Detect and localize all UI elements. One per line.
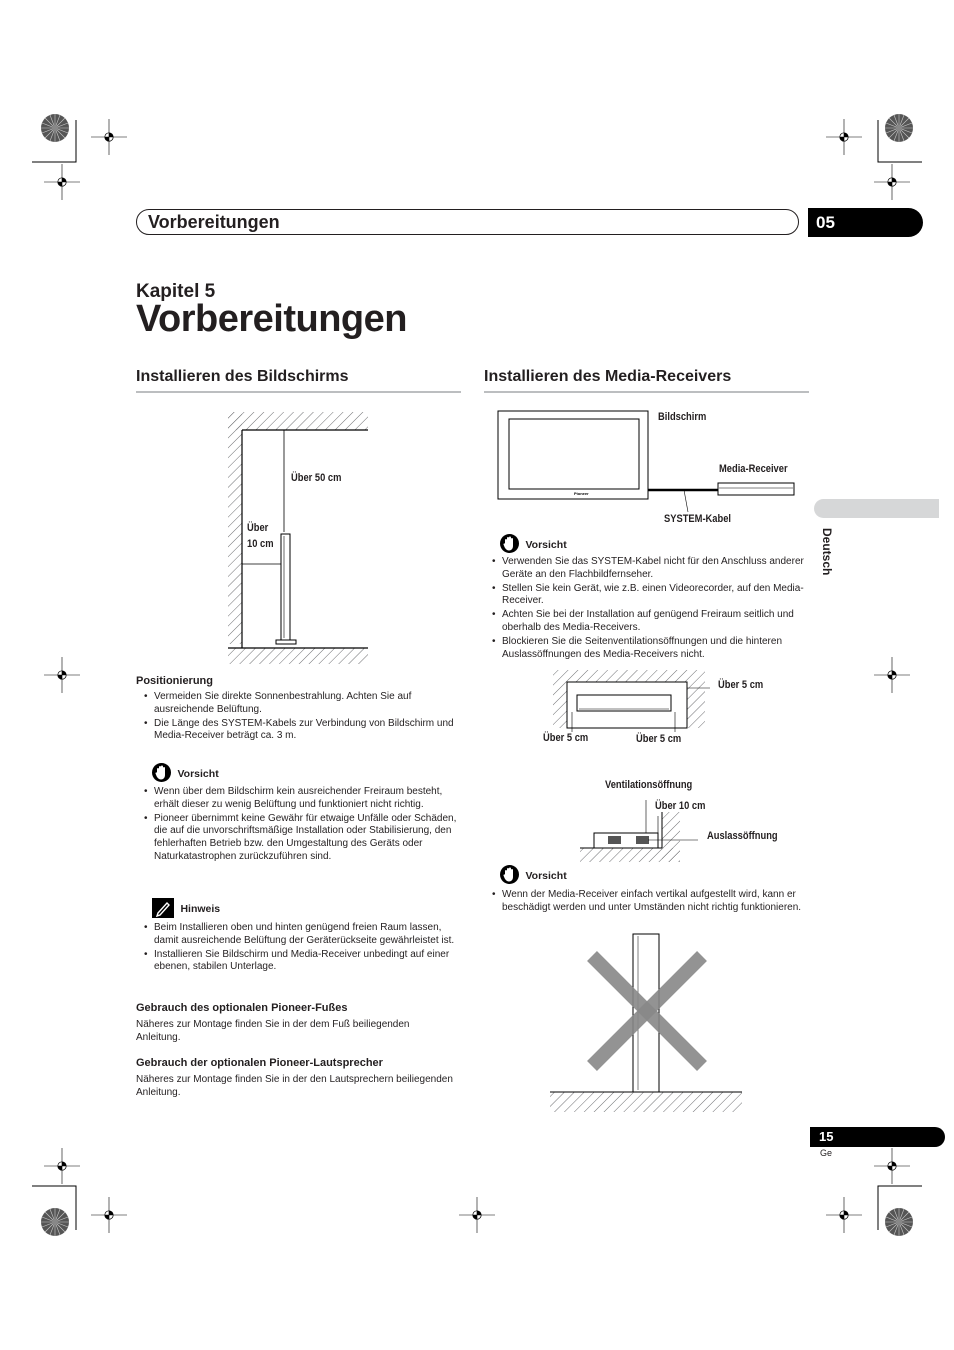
positionierung-title: Positionierung [136, 675, 213, 687]
hand-icon [500, 865, 519, 884]
label-ueber-5cm-right: Über 5 cm [636, 733, 682, 745]
receiver-clearance-diagram [550, 668, 710, 738]
list-item: • Achten Sie bei der Installation auf genügend Freiraum seitlich und oberhalb des Media-Receivers. [492, 609, 812, 635]
list-item: • Verwenden Sie das SYSTEM-Kabel nicht für den Anschluss anderer Geräte an den Flachbildfernseher. [492, 556, 812, 582]
section-rule [484, 391, 809, 393]
list-item: • Pioneer übernimmt keine Gewähr für etwaige Unfälle oder Schäden, die auf die unvorschriftsmäßige Installation oder Stabilisierung, den fehlerhaften Betrieb bzw. den Umgestaltung des Geräts oder Naturkatastrophen zurückzuführen sind. [144, 813, 462, 864]
pencil-icon [152, 898, 174, 918]
fuss-text: Näheres zur Montage finden Sie in der dem Fuß beiliegenden Anleitung. [136, 1019, 410, 1043]
label-ueber-10cm: Über 10 cm [655, 800, 706, 812]
fuss-title: Gebrauch des optionalen Pioneer-Fußes [136, 1002, 348, 1014]
label-media-receiver: Media-Receiver [719, 463, 788, 475]
vorsicht-list-right-1 [492, 556, 812, 662]
vorsicht-title: Vorsicht [177, 767, 219, 780]
hand-icon [152, 763, 171, 782]
label-auslass: Auslassöffnung [707, 830, 778, 842]
hand-icon [500, 534, 519, 553]
vorsicht-list-left [144, 786, 462, 865]
vorsicht-title: Vorsicht [525, 869, 567, 882]
chapter-number-badge: 05 [808, 208, 923, 237]
vorsicht-header-right-1 [500, 534, 567, 553]
vertical-receiver-prohibited-diagram [548, 930, 744, 1114]
list-item: • Wenn der Media-Receiver einfach vertikal aufgestellt wird, kann er beschädigt werden und unter Umständen nicht richtig funktionieren. [492, 889, 812, 915]
section-heading-bildschirm: Installieren des Bildschirms [136, 368, 349, 385]
list-item: • Vermeiden Sie direkte Sonnenbestrahlung. Achten Sie auf ausreichende Belüftung. [144, 691, 462, 717]
list-item: • Die Länge des SYSTEM-Kabels zur Verbindung von Bildschirm und Media-Receiver beträgt ca. 3 m. [144, 718, 462, 744]
label-bildschirm: Bildschirm [658, 411, 707, 423]
chapter-title: Vorbereitungen [136, 298, 407, 340]
chapter-label: Kapitel 5 [136, 281, 216, 302]
section-rule [136, 391, 461, 393]
vorsicht-header-right-2 [500, 865, 567, 884]
label-10cm: 10 cm [247, 538, 274, 550]
language-tab [814, 499, 939, 518]
vorsicht-title: Vorsicht [525, 538, 567, 551]
lautsprecher-title: Gebrauch der optionalen Pioneer-Lautsprecher [136, 1057, 383, 1069]
brand-logo: Pioneer [574, 491, 589, 496]
label-ueber: Über [247, 522, 269, 534]
page-lang-code: Ge [820, 1148, 833, 1158]
list-item: • Stellen Sie kein Gerät, wie z.B. einen Videorecorder, auf den Media-Receiver. [492, 583, 812, 609]
hinweis-header [152, 898, 220, 918]
label-ueber-5cm-left: Über 5 cm [543, 732, 589, 744]
header-title: Vorbereitungen [148, 212, 280, 232]
vorsicht-header-left [152, 763, 219, 782]
page-number: 15 [810, 1127, 945, 1147]
label-ventilation: Ventilationsöffnung [605, 779, 693, 791]
lautsprecher-text: Näheres zur Montage finden Sie in der den Lautsprechern beiliegenden Anleitung. [136, 1074, 453, 1098]
hinweis-list [144, 922, 462, 975]
vorsicht-list-right-2 [492, 889, 812, 916]
list-item: • Installieren Sie Bildschirm und Media-Receiver unbedingt auf einer ebenen, stabilen Unterlage. [144, 949, 462, 975]
section-heading-receiver: Installieren des Media-Receivers [484, 368, 732, 385]
label-ueber-5cm-top: Über 5 cm [718, 679, 764, 691]
label-system-kabel: SYSTEM-Kabel [664, 513, 732, 525]
hinweis-title: Hinweis [180, 903, 221, 916]
label-ueber-50cm: Über 50 cm [291, 472, 342, 484]
list-item: • Blockieren Sie die Seitenventilationsöffnungen und die hinteren Auslassöffnungen des Media-Receivers nicht. [492, 636, 812, 662]
positionierung-list [144, 691, 462, 744]
list-item: • Wenn über dem Bildschirm kein ausreichender Freiraum besteht, erhält dieser zu wenig Belüftung und funktioniert nicht richtig. [144, 786, 462, 812]
list-item: • Beim Installieren oben und hinten genügend freien Raum lassen, damit ausreichende Belüftung der Geräterückseite gewährleistet ist. [144, 922, 462, 948]
language-label: Deutsch [820, 528, 834, 576]
